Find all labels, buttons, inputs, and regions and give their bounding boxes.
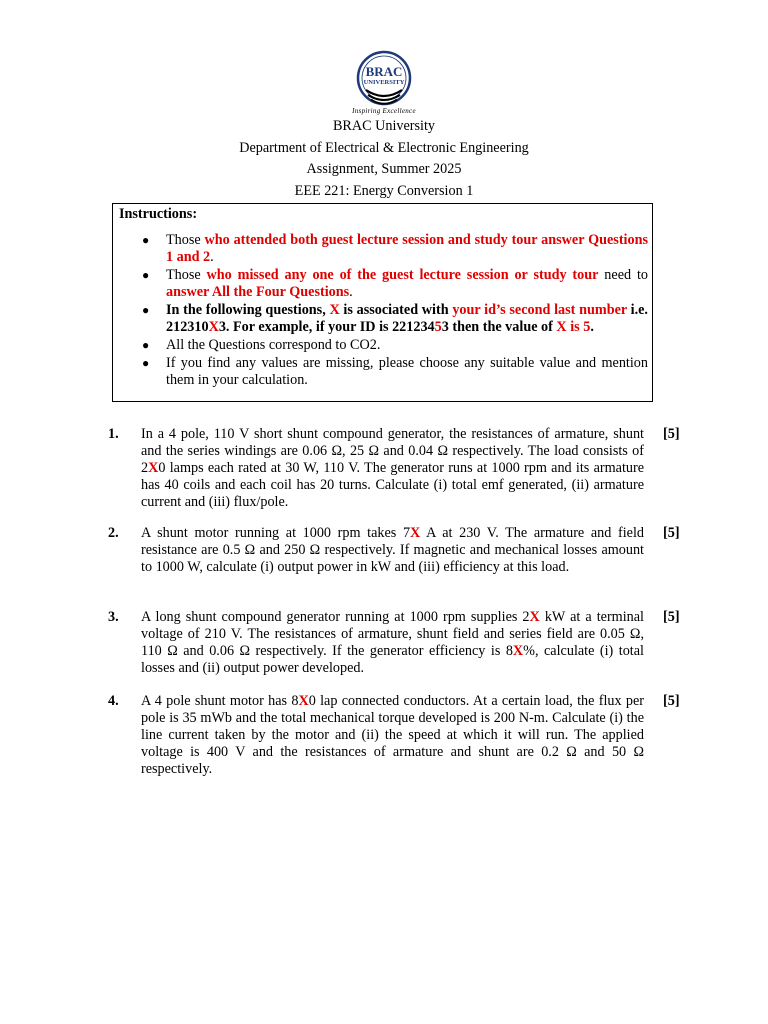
question-number: 2. (108, 525, 119, 541)
bullet-icon: ● (142, 233, 150, 247)
assignment-title: Assignment, Summer 2025 (306, 161, 462, 177)
bullet-icon: ● (142, 268, 150, 282)
text-run: A long shunt compound generator running at 1000 rpm supplies 2 (141, 609, 530, 625)
question-text (141, 426, 644, 511)
instruction-item (113, 355, 652, 389)
highlighted-text: X (148, 460, 159, 476)
question-number: 3. (108, 609, 119, 625)
highlighted-text: X (529, 609, 540, 625)
bold-text: 3. For example, if your ID is 221234 (218, 319, 435, 335)
bold-text: i.e. 212310 (166, 302, 648, 335)
highlighted-text: who missed any one of the guest lecture session or study tour (206, 267, 599, 283)
document-header (0, 116, 768, 202)
highlighted-text: answer All the Four Questions (166, 284, 350, 300)
bullet-icon: ● (142, 303, 150, 317)
text-run: 0 lap connected conductors. At a certain load, the flux per pole is 35 mWb and the total mechanical torque developed is 200 N-m. Calculate (i) the line current taken by the motor and (ii) the speed at which it will run. The applied voltage is 400 V and the resistances of armature and shunt are 0.2 Ω and 50 Ω respectively. (141, 693, 644, 777)
question-marks: [5] (663, 525, 680, 541)
highlighted-text: X (410, 525, 421, 541)
highlighted-text: your id’s second last number (452, 302, 627, 318)
bullet-icon: ● (142, 338, 150, 352)
instructions-box (112, 203, 653, 402)
text-run: A at 230 V. The armature and field resistance are 0.5 Ω and 250 Ω respectively. If magnetic and mechanical losses amount to 1000 W, calculate (i) output power in kW and (iii) efficiency at this load. (141, 525, 644, 575)
department-name: Department of Electrical & Electronic Engineering (239, 139, 529, 156)
instructions-title: Instructions: (119, 206, 198, 222)
text-run: 0 lamps each rated at 30 W, 110 V. The generator runs at 1000 rpm and its armature has 40 coils and each coil has 20 turns. Calculate (i) total emf generated, (ii) armature current and (iii) flux/pole. (141, 460, 644, 510)
question-number: 4. (108, 693, 119, 709)
question-marks: [5] (663, 609, 680, 625)
text-run: . (210, 249, 214, 265)
university-name: BRAC University (332, 118, 436, 134)
course-title: EEE 221: Energy Conversion 1 (294, 182, 474, 199)
text-run: All the Questions correspond to CO2. (166, 337, 381, 353)
bullet-icon: ● (142, 356, 150, 370)
instruction-item (113, 232, 652, 266)
logo-text-brac: BRAC (365, 64, 403, 79)
highlighted-text: X is 5 (556, 319, 591, 335)
instruction-item (113, 302, 652, 336)
instruction-item (113, 267, 652, 301)
bold-text: 3 then the value of (441, 319, 557, 335)
question-text (141, 525, 644, 576)
question-marks: [5] (663, 426, 680, 442)
question-text (141, 693, 644, 778)
text-run: . (349, 284, 353, 300)
highlighted-text: who attended both guest lecture session and study tour answer Questions 1 and 2 (166, 232, 648, 265)
bold-text: In the following questions, (166, 302, 330, 318)
text-run: Those (166, 267, 207, 283)
text-run: A 4 pole shunt motor has 8 (141, 693, 299, 709)
highlighted-text: X (329, 302, 340, 318)
highlighted-text: X (208, 319, 219, 335)
text-run: need to (598, 267, 648, 283)
highlighted-text: X (298, 693, 309, 709)
question-marks: [5] (663, 693, 680, 709)
highlighted-text: 5 (434, 319, 442, 335)
bold-text: is associated with (339, 302, 453, 318)
logo-text-university: UNIVERSITY (363, 79, 405, 86)
instructions-list (113, 232, 652, 390)
instruction-item (113, 337, 652, 354)
logo-tagline: Inspiring Excellence (352, 107, 416, 115)
bold-text: . (590, 319, 594, 335)
question-number: 1. (108, 426, 119, 442)
text-run: A shunt motor running at 1000 rpm takes 7 (141, 525, 411, 541)
text-run: If you find any values are missing, please choose any suitable value and mention them in your calculation. (166, 355, 648, 388)
question-text (141, 609, 644, 677)
highlighted-text: X (512, 643, 524, 659)
text-run: kW at a terminal voltage of 210 V. The resistances of armature, shunt field and series field are 0.05 Ω, 110 Ω and 0.06 Ω respectively. If the generator efficiency is 8 (141, 609, 644, 659)
text-run: Those (166, 232, 205, 248)
text-run: In a 4 pole, 110 V short shunt compound generator, the resistances of armature, shunt and the series windings are 0.06 Ω, 25 Ω and 0.04 Ω respectively. The load consists of 2 (141, 426, 644, 476)
text-run: %, calculate (i) total losses and (ii) output power developed. (141, 643, 644, 676)
